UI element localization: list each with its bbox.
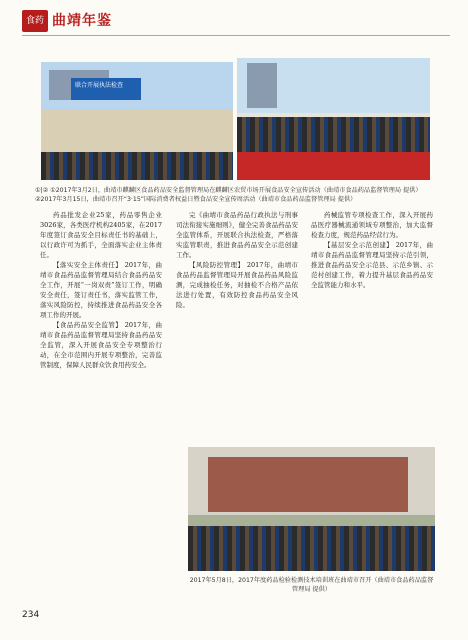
paragraph: 药品批发企业25家，药品零售企业3026家，各类医疗机构2405家，在2017年度签订食品安全目标责任书的基础上，以行政许可为抓手，全面落实企业主体责任。: [40, 211, 162, 259]
photo-banner: [71, 78, 141, 100]
photo-meeting: [237, 58, 430, 180]
photo-group: [188, 447, 435, 571]
paragraph: 【落实安全主体责任】 2017年，曲靖市食品药品监督管理局结合食品药品安全工作，开展“一岗双责”签订工作，明确安全责任，签订责任书，落实监管工作，落实风险防控，持续推进食品药品安全各项工作的开展。: [40, 261, 162, 319]
header-divider: [22, 35, 450, 36]
paragraph: 【食品药品安全监管】 2017年，曲靖市食品药品监督管理局坚持食品药品安全监管，深入开展食品安全专项整治行动，在全市范围内开展专项整治，完善监管制度，保障人民群众饮食用药安全。: [40, 321, 162, 369]
yearbook-logo: 食药: [22, 10, 48, 32]
text-column-2: [176, 210, 298, 310]
photo-group-people: [188, 526, 435, 571]
paragraph: 药械监管专项检查工作，深入开展药品医疗器械流通领域专项整治，加大监督检查力度，规范药品经营行为。: [311, 211, 433, 239]
photo-crowd: [41, 152, 233, 180]
photo-officials: [237, 117, 430, 152]
paragraph: 【风险防控管理】 2017年，曲靖市食品药品监督管理局开展食品药品风险监测，完成抽检任务，对抽检不合格产品依法进行处置，有效防控食品药品安全风险。: [176, 261, 298, 309]
photo-building: [208, 457, 408, 512]
paragraph: 【基层安全示范创建】 2017年，曲靖市食品药品监督管理局坚持示范引领，推进食品药品安全示范县、示范乡镇、示范村创建工作，着力提升基层食品药品安全监管能力和水平。: [311, 241, 433, 289]
photo-building: [247, 63, 277, 108]
page-header: [0, 0, 468, 40]
paragraph: 完《曲靖市食品药品行政执法与刑事司法衔接实施细则》，健全完善食品药品安全监管体系，开展联合执法检查，严格落实监管职责，推进食品药品安全示范创建工作。: [176, 211, 298, 259]
photo-red-banner: [237, 152, 430, 180]
text-column-3: [311, 210, 433, 290]
page-number: 234: [22, 610, 40, 620]
top-caption: ①|② ①2017年3月2日，曲靖市麒麟区食品药品安全监督管理局在麒麟区农贸市场开展食品安全宣传活动（曲靖市食品药品监督管理局 提供） ②2017年3月15日，曲靖市召开“3·15”国际消费者权益日暨食品安全宣传周活动（曲靖市食品药品监督管理局 提供）: [35, 187, 422, 203]
bottom-caption: 2017年5月8日，2017年度药品检验检测技术培训班在曲靖市召开（曲靖市食品药品监督管理局 提供）: [189, 577, 434, 593]
text-column-1: [40, 210, 162, 370]
yearbook-title: 曲靖年鉴: [52, 13, 112, 29]
photo-banner-text: 联合开展执法检查: [75, 82, 124, 89]
photo-inspection: [41, 62, 233, 180]
